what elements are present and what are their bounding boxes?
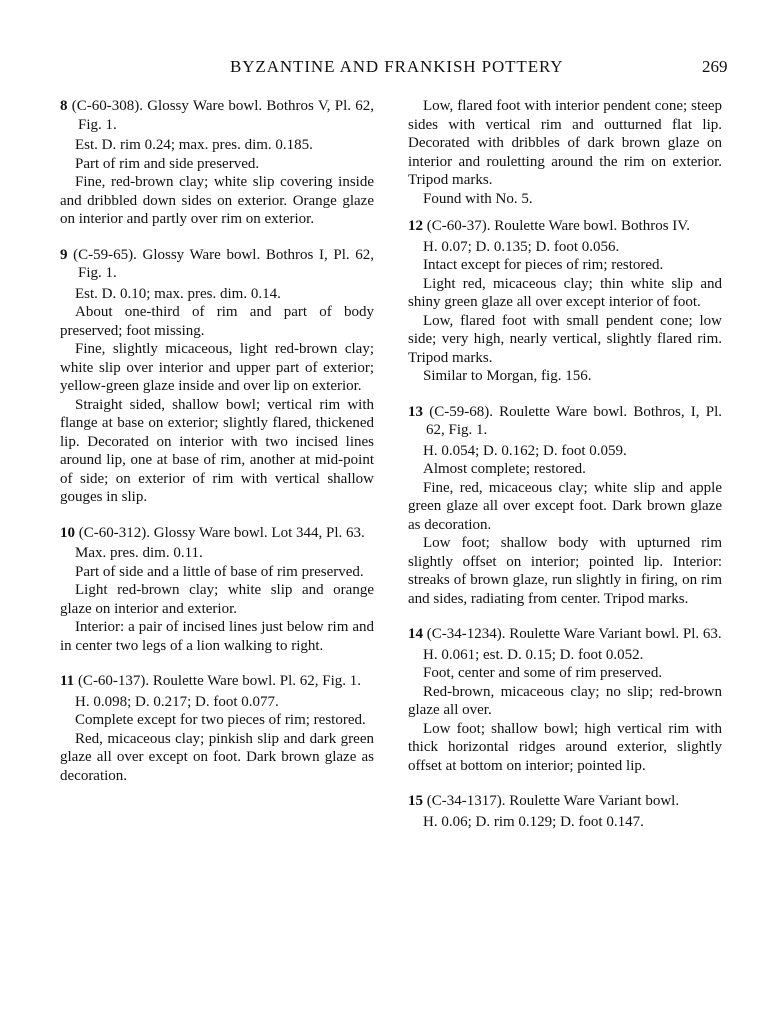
entry-heading — [408, 625, 722, 644]
catalog-entry-9 — [60, 246, 374, 507]
continuation-of-entry — [408, 97, 722, 208]
entry-number: 11 — [60, 673, 75, 689]
entry-line: Part of side and a little of base of rim preserved. — [75, 563, 364, 580]
entry-line: Part of rim and side preserved. — [75, 155, 260, 172]
entry-title: (C-59-68). Roulette Ware bowl. Bothros, I, Pl. 62, Fig. 1. — [423, 403, 722, 438]
entry-heading — [408, 217, 722, 236]
entry-title: (C-34-1317). Roulette Ware Variant bowl. — [423, 793, 680, 809]
entry-line: Low, flared foot with interior pendent cone; steep sides with vertical rim and outturned flat lip. Decorated with dribbles of dark brown glaze on interior and rouletting around the rim on exterior. Tripod marks. — [408, 98, 722, 188]
running-title: BYZANTINE AND FRANKISH POTTERY — [230, 57, 564, 76]
entry-line: Similar to Morgan, fig. 156. — [423, 368, 592, 384]
entry-line: About one-third of rim and part of body preserved; foot missing. — [60, 304, 374, 339]
page-number: 269 — [702, 57, 728, 76]
entry-line: Max. pres. dim. 0.11. — [75, 545, 203, 561]
entry-line: Straight sided, shallow bowl; vertical rim with flange at base on exterior; slightly flared, thickened lip. Decorated on interior with two incised lines around lip, one at base of rim, another at mid-point of side; on exterior of rim with vertical shallow gouges in slip. — [60, 396, 374, 505]
entry-title: (C-34-1234). Roulette Ware Variant bowl. Pl. 63. — [423, 626, 722, 642]
entry-number: 8 — [60, 98, 68, 114]
entry-line: H. 0.098; D. 0.217; D. foot 0.077. — [75, 693, 279, 710]
entry-title: (C-60-137). Roulette Ware bowl. Pl. 62, Fig. 1. — [74, 673, 362, 689]
entry-line: Fine, red, micaceous clay; white slip and apple green glaze all over except foot. Dark brown glaze as decoration. — [408, 479, 722, 533]
entry-heading — [408, 792, 722, 811]
entry-line: Low foot; shallow bowl; high vertical rim with thick horizontal ridges around exterior, slightly offset at bottom on interior; pointed lip. — [408, 720, 722, 774]
catalog-entry-14 — [408, 625, 722, 775]
right-column — [408, 97, 722, 831]
catalog-entry-13 — [408, 403, 722, 609]
entry-line: Low foot; shallow body with upturned rim slightly offset on interior; pointed lip. Interior: streaks of brown glaze, run slightly in firing, on rim and sides, radiating from center. Tripod marks. — [408, 535, 722, 607]
entry-number: 15 — [408, 793, 423, 809]
entry-line: H. 0.07; D. 0.135; D. foot 0.056. — [423, 238, 620, 255]
catalog-entry-11 — [60, 672, 374, 785]
entry-number: 12 — [408, 218, 423, 234]
entry-heading — [60, 246, 374, 283]
entry-line: Found with No. 5. — [423, 190, 533, 207]
catalog-entry-8 — [60, 97, 374, 229]
entry-line: Fine, slightly micaceous, light red-brown clay; white slip over interior and upper part of exterior; yellow-green glaze inside and over lip on exterior. — [60, 341, 374, 394]
entry-line: Light red-brown clay; white slip and orange glaze on interior and exterior. — [60, 582, 374, 617]
entry-line: Interior: a pair of incised lines just below rim and in center two legs of a lion walking to right. — [60, 619, 374, 654]
entry-line: H. 0.054; D. 0.162; D. foot 0.059. — [423, 442, 627, 459]
entry-title: (C-60-308). Glossy Ware bowl. Bothros V, Pl. 62, Fig. 1. — [67, 98, 374, 133]
entry-line: H. 0.061; est. D. 0.15; D. foot 0.052. — [423, 646, 644, 663]
entry-heading — [60, 97, 374, 134]
entry-line: Almost complete; restored. — [423, 461, 586, 477]
entry-number: 14 — [408, 626, 423, 642]
entry-title: (C-59-65). Glossy Ware bowl. Bothros I, Pl. 62, Fig. 1. — [67, 246, 374, 281]
entry-heading — [60, 672, 374, 691]
catalog-entry-10 — [60, 524, 374, 656]
entry-title: (C-60-312). Glossy Ware bowl. Lot 344, Pl. 63. — [75, 524, 365, 541]
entry-title: (C-60-37). Roulette Ware bowl. Bothros IV. — [423, 218, 690, 234]
catalog-entry-15 — [408, 792, 722, 831]
catalog-entry-12 — [408, 217, 722, 386]
entry-number: 13 — [408, 403, 423, 420]
entry-heading — [408, 403, 722, 440]
entry-line: H. 0.06; D. rim 0.129; D. foot 0.147. — [423, 813, 644, 830]
entry-line: Red, micaceous clay; pinkish slip and dark green glaze all over except on foot. Dark brown glaze as decoration. — [60, 730, 374, 784]
entry-line: Low, flared foot with small pendent cone; low side; very high, nearly vertical, slightly flared rim. Tripod marks. — [408, 312, 722, 366]
left-column — [60, 97, 374, 785]
entry-line: Est. D. 0.10; max. pres. dim. 0.14. — [75, 285, 281, 302]
entry-line: Complete except for two pieces of rim; restored. — [75, 712, 366, 728]
entry-number: 10 — [60, 524, 75, 541]
entry-line: Intact except for pieces of rim; restored. — [423, 257, 664, 273]
entry-number: 9 — [60, 246, 68, 263]
entry-line: Fine, red-brown clay; white slip covering inside and dribbled down sides on exterior. Orange glaze on interior and partly over rim on exterior. — [60, 174, 374, 227]
entry-line: Foot, center and some of rim preserved. — [423, 665, 663, 681]
entry-line: Red-brown, micaceous clay; no slip; red-brown glaze all over. — [408, 683, 722, 718]
entry-heading — [60, 524, 374, 543]
entry-line: Est. D. rim 0.24; max. pres. dim. 0.185. — [75, 137, 313, 153]
entry-line: Light red, micaceous clay; thin white slip and shiny green glaze all over except interior of foot. — [408, 275, 722, 310]
